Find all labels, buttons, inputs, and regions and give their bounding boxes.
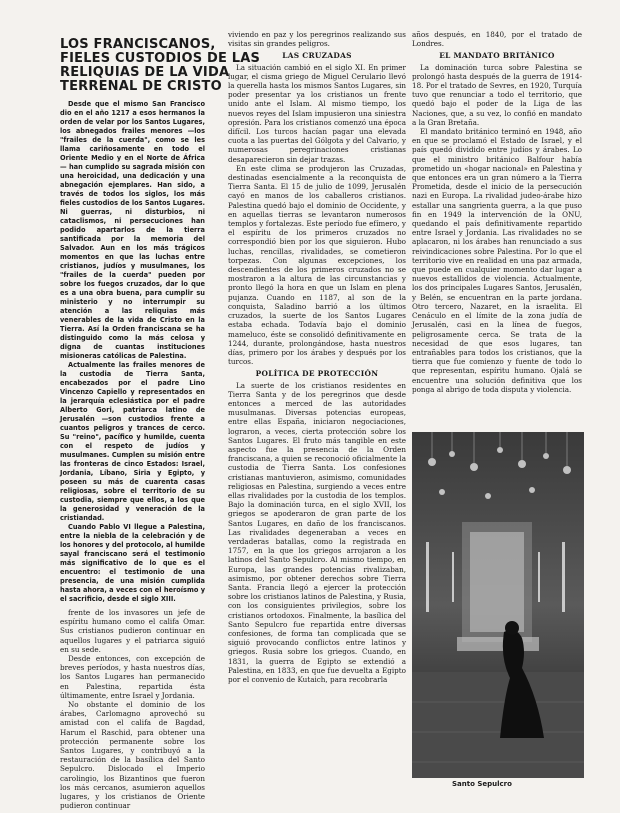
photo-caption: Santo Sepulcro [452,780,512,788]
photo-illustration [412,432,584,778]
body-paragraph: La suerte de los cristianos residentes en Tierra Santa y de los peregrinos que desde entonces a merced de las autoridades musulmanas. Diversas potencias europeas, entre ellas España, iniciaron negociaciones, lograron, a veces, cierta protección sobre los Santos Lugares. El fruto más tangible en este aspecto fue la presencia de la Orden franciscana, a quien se reconoció oficialmente la custodia de Tierra Santa. Los confesiones cristianas mantuvieron, asimismo, comunidades religiosas en Palestina, surgiendo a veces entre ellas rivalidades por la custodia de los templos. Bajo la dominación turca, en el siglo XVII, los griegos se apoderaron de gran parte de los Santos Lugares, en daño de los franciscanos. Las rivalidades degeneraban a veces en verdaderas batallas, como la registrada en 1757, en la que los griegos arrojaron a los latinos del Santo Sepulcro. Al mismo tiempo, en Europa, las grandes potencias rivalizaban, asimismo, por obtener derechos sobre Tierra Santa. Francia llegó a ejercer la protección sobre los cristianos latinos de Palestina, y Rusia, con los consiguientes privilegios, sobre los cristianos ortodoxos. Finalmente, la basílica del Santo Sepulcro fue repartida entre diversas confesiones, de forma tan complicada que se siguió provocando conflictos entre latinos y griegos. Rusia sobre los griegos. Cuando, en 1831, la guerra de Egipto se extendió a Palestina, en 1833, en que fue devuelta a Egipto por el convenio de Kutaich, para recobrarla [228,380,406,685]
column-left [60,37,261,811]
headline-line-1: LOS FRANCISCANOS, [60,37,216,52]
body-paragraph: La situación cambió en el siglo XI. En primer lugar, el cisma griego de Miguel Cerulario llevó la querella hasta los mismos Santos Lugares, sin poder presentar ya los cristianos un frente unido ante el Islam. Al mismo tiempo, los nuevos reyes del Islam impusieron una siniestra opresión. Para los cristianos comenzó una época difícil. Los turcos hacían pagar una elevada cuota a las puertas del Gólgota y del Calvario, y numerosas peregrinaciones cristianas desaparecieron sin dejar trazas. [228,62,406,164]
intro-paragraph: Cuando Pablo VI llegue a Palestina, entre la niebla de la celebración y de los honores y del protocolo, al humilde sayal franciscano será el testimonio más significativo de lo que es el encuentro: el testimonio de una presencia, de una misión cumplida hasta ahora, a veces con el heroísmo y el sacrificio, desde el siglo XIII. [60,523,205,603]
intro-block [60,100,205,604]
intro-paragraph: Desde que el mismo San Francisco dio en el año 1217 a esos hermanos la orden de velar por los Santos Lugares, los abnegados frailes menores —los "frailes de la cuerda", como se les llama cariñosamente en todo el Oriente Medio y en el Norte de África— han cumplido su sagrada misión con una heroicidad, una dedicación y una abnegación ejemplares. Han sido, a través de todos los siglos, los más fieles custodios de los Santos Lugares. Ni guerras, ni disturbios, ni cataclismos, ni persecuciones han podido apartarlos de la tierra santificada por la memoria del Salvador. Aun en los más trágicos momentos en que las luchas entre cristianos, judíos y musulmanes, los "frailes de la cuerda" pueden por sobre los fuegos cruzados, dar lo que es a una obra buena, para cumplir su ministerio y no interrumpir su atención a las reliquias más venerables de la vida de Cristo en la Tierra. Así la Orden franciscana se ha distinguido como la más celosa y digna de cuantas instituciones misioneras católicas de Palestina. [60,100,205,360]
intro-paragraph: Actualmente las frailes menores de la custodia de Tierra Santa, encabezados por el padre Lino Vincenzo Capiello y representados en la jerarquía eclesiástica por el padre Alberto Gori, patriarca latino de Jerusalén —son custodios frente a cuantos peligros y trances de cerco. Su "reino", pacífico y humilde, cuenta con el respeto de judíos y musulmanes. Cumplen su misión entre las fronteras de cinco Estados: Israel, Jordania, Líbano, Siria y Egipto, y poseen su más de cuarenta casas religiosas, sobre el territorio de su custodia, siempre que ellos, a los que la generosidad y veneración de la cristiandad. [60,361,205,522]
headline-line-4: TERRENAL DE CRISTO [60,79,222,94]
column-right [412,30,582,430]
headline [60,37,261,94]
headline-line-3: RELIQUIAS DE LA VIDA [60,65,230,80]
headline-line-2: FIELES CUSTODIOS DE LAS [60,51,261,66]
photo-santo-sepulcro [412,432,584,778]
body-paragraph: El mandato británico terminó en 1948, año en que se proclamó el Estado de Israel, y el país quedó dividido entre judíos y árabes. Lo que el ministro británico Balfour había prometido un «hogar nacional» en Palestina y que entonces era un gran número a la Tierra Prometida, desde el inicio de la persecución nazi en Europa. La rivalidad judeo-árabe hizo estallar una sangrienta guerra, a la que puso fin en 1949 la intervención de la ONU, quedando el país definitivamente repartido entre Israel y Jordania. Las rivalidades no se aplacaron, ni los árabes han renunciado a sus reivindicaciones sobre Palestina. Por lo que el territorio vive en realidad en una paz armada, que puede en cualquier momento dar lugar a nuevos estallidos de violencia. Actualmente, los dos principales Lugares Santos, Jerusalén, y Belén, se encuentran en la parte jordana. Otro tercero, Nazaret, en la israelita. El Cenáculo en el límite de la zona judía de Jerusalén, casi en la línea de fuegos, peligrosamente cerca. Se trata de la necesidad de que esos lugares, tan entrañables para todos los cristianos, que la tierra que fue comienzo y fuente de todo lo que representan, espíritu humano. Ojalá se encuentre una solución definitiva que los ponga al abrigo de toda disputa y violencia. [412,127,582,394]
body-paragraph: Desde entonces, con excepción de breves períodos, y hasta nuestros días, los Santos Lugares han permanecido en Palestina, repartida ésta últimamente, entre Israel y Jordania. [60,654,205,700]
section-heading-cruzadas: LAS CRUZADAS [282,51,352,61]
body-paragraph: años después, en 1840, por el tratado de Londres. [412,30,582,49]
column-middle [228,30,406,790]
body-paragraph: No obstante el dominio de los árabes, Carlomagno aprovechó su amistad con el califa de Bagdad, Harum el Raschid, para obtener una protección permanente sobre los Santos Lugares, y contribuyó a la restauración de la basílica del Santo Sepulcro. Dislocado el Imperio carolingio, los Bizantinos que fueron los más cercanos, asumieron aquellos lugares, y los cristianos de Oriente pudieron continuar [60,700,205,811]
body-paragraph: La dominación turca sobre Palestina se prolongó hasta después de la guerra de 1914-18. Por el tratado de Sevres, en 1920, Turquía tuvo que renunciar a todo el territorio, que quedó bajo el poder de la Liga de las Naciones, que, a su vez, lo confió en mandato a la Gran Bretaña. [412,62,582,127]
body-paragraph: viviendo en paz y los peregrinos realizando sus visitas sin grandes peligros. [228,30,406,49]
section-heading-mandato: EL MANDATO BRITÁNICO [439,51,555,61]
section-heading-proteccion: POLÍTICA DE PROTECCIÓN [255,369,379,379]
body-paragraph: frente de los invasores un jefe de espíritu humano como el califa Omar. Sus cristianos pudieron continuar en aquellos lugares y el patriarca siguió en su sede. [60,608,205,654]
body-paragraph: En este clima se produjeron las Cruzadas, destinadas esencialmente a la reconquista de Tierra Santa. El 15 de julio de 1099, Jerusalén cayó en manos de los caballeros cristianos. Palestina quedó bajo el dominio de Occidente, y en aquellas tierras se levantaron numerosos templos y fortalezas. Este período fue efímero, y el espíritu de los primeros cruzados no correspondió bien por los que siguieron. Hubo luchas, rencillas, rivalidades, se cometieron torpezas. Con algunas excepciones, los descendientes de los primeros cruzados no se mostraron a la altura de las circunstancias y pronto llegó la hora en que un Islam en plena pujanza. Cuando en 1187, al son de la conquista, Saladino barrió a los últimos cruzados, la suerte de los Santos Lugares estaba echada. Todavía bajo el dominio mameluco, éste se consolidó definitivamente en 1244, durante, prolongándose, hasta nuestros días, primero por los árabes y después por los turcos. [228,163,406,367]
